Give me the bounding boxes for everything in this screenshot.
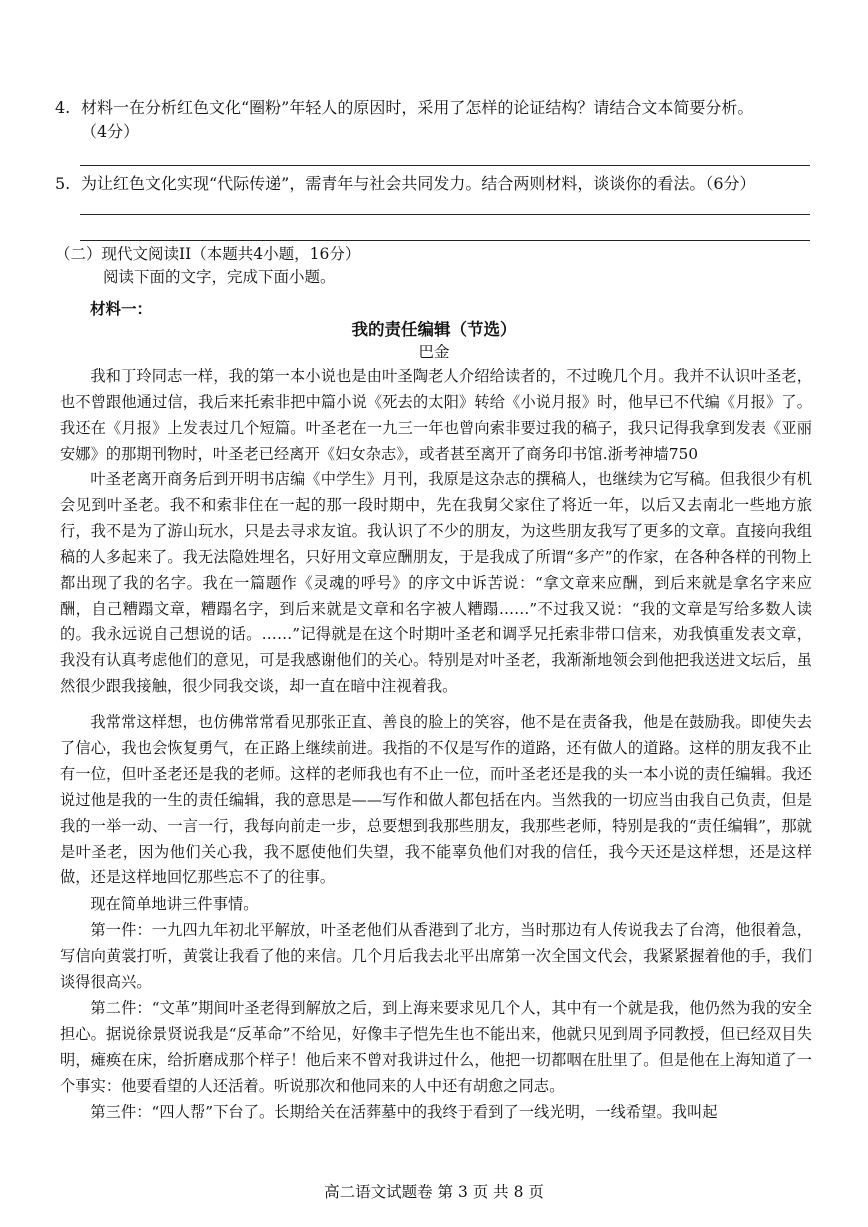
article-paragraph: 第二件：“文革”期间叶圣老得到解放之后，到上海来要求见几个人，其中有一个就是我，他仍然为我的安全担心。据说徐景贤说我是“反革命”不给见，好像丰子恺先生也不能出来，他就只见到周予同教授，但已经双目失明，瘫痪在床，给折磨成那个样子！他后来不曾对我讲过什么，他把一切都咽在肚里了。但是他在上海知道了一个事实：他要看望的人还活着。听说那次和他同来的人中还有胡愈之同志。	[60, 999, 812, 1095]
question-4-score: （4分）	[81, 122, 140, 141]
question-5-number: 5.	[55, 174, 71, 193]
section-heading: （二）现代文阅读II（本题共4小题，16分）	[55, 245, 361, 263]
question-4	[55, 96, 835, 144]
article-paragraph: 第一件：一九四九年初北平解放，叶圣老他们从香港到了北方，当时那边有人传说我去了台湾，他很着急，写信向黄裳打听，黄裳让我看了他的来信。几个月后我去北平出席第一次全国文代会，我紧紧握着他的手，我们谈得很高兴。	[60, 921, 812, 991]
article-paragraph: 我常常这样想，也仿佛常常看见那张正直、善良的脸上的笑容，他不是在责备我，他是在鼓励我。即使失去了信心，我也会恢复勇气，在正路上继续前进。我指的不仅是写作的道路，还有做人的道路。这样的朋友我不止有一位，但叶圣老还是我的老师。这样的老师我也有不止一位，而叶圣老还是我的头一本小说的责任编辑。我还说过他是我的一生的责任编辑，我的意思是——写作和做人都包括在内。当然我的一切应当由我自己负责，但是我的一举一动、一言一行，我每向前走一步，总要想到我那些朋友，我那些老师，特别是我的“责任编辑”，那就是叶圣老，因为他们关心我，我不愿使他们失望，我不能辜负他们对我的信任，我今天还是这样想，还是这样做，还是这样地回忆那些忘不了的往事。	[60, 713, 812, 887]
article-paragraph: 叶圣老离开商务后到开明书店编《中学生》月刊，我原是这杂志的撰稿人，也继续为它写稿。但我很少有机会见到叶圣老。我不和索非住在一起的那一段时期中，先在我舅父家住了将近一年，以后又去南北一些地方旅行，我不是为了游山玩水，只是去寻求友谊。我认识了不少的朋友，为这些朋友我写了更多的文章。直接向我组稿的人多起来了。我无法隐姓埋名，只好用文章应酬朋友，于是我成了所谓“多产”的作家，在各种各样的刊物上都出现了我的名字。我在一篇题作《灵魂的呼号》的序文中诉苦说：“拿文章来应酬，到后来就是拿名字来应酬，自己糟蹋文章，糟蹋名字，到后来就是文章和名字被人糟蹋……”不过我又说：“我的文章是写给多数人读的。我永远说自己想说的话。……”记得就是在这个时期叶圣老和调孚兄托索非带口信来，劝我慎重发表文章，我没有认真考虑他们的意见，可是我感谢他们的关心。特别是对叶圣老，我渐渐地领会到他把我送进文坛后，虽然很少跟我接触，很少同我交谈，却一直在暗中注视着我。	[60, 470, 812, 696]
section-instruction: 阅读下面的文字，完成下面小题。	[103, 268, 336, 286]
article-paragraph: 现在简单地讲三件事情。	[90, 895, 259, 913]
answer-line	[80, 240, 810, 241]
article-author: 巴金	[418, 343, 450, 361]
question-5	[55, 172, 835, 196]
page-footer: 高二语文试题卷 第 3 页 共 8 页	[324, 1183, 544, 1201]
question-4-number: 4.	[55, 98, 71, 117]
answer-line	[80, 214, 810, 215]
question-4-text: 材料一在分析红色文化“圈粉”年轻人的原因时，采用了怎样的论证结构？请结合文本简要分析。	[81, 98, 754, 117]
article-title: 我的责任编辑（节选）	[351, 320, 517, 339]
question-5-text: 为让红色文化实现“代际传递”，需青年与社会共同发力。结合两则材料，谈谈你的看法。（6分）	[81, 174, 756, 193]
material-label: 材料一：	[90, 299, 153, 318]
answer-line	[80, 165, 810, 166]
article-paragraph: 我和丁玲同志一样，我的第一本小说也是由叶圣陶老人介绍给读者的，不过晚几个月。我并不认识叶圣老，也不曾跟他通过信，我后来托索非把中篇小说《死去的太阳》转给《小说月报》时，他早已不代编《月报》了。我还在《月报》上发表过几个短篇。叶圣老在一九三一年也曾向索非要过我的稿子，我只记得我拿到发表《亚丽安娜》的那期刊物时，叶圣老已经离开《妇女杂志》，或者甚至离开了商务印书馆.浙考神墙750	[60, 367, 812, 463]
article-paragraph: 第三件：“四人帮”下台了。长期给关在活葬墓中的我终于看到了一线光明，一线希望。我叫起	[90, 1103, 718, 1121]
